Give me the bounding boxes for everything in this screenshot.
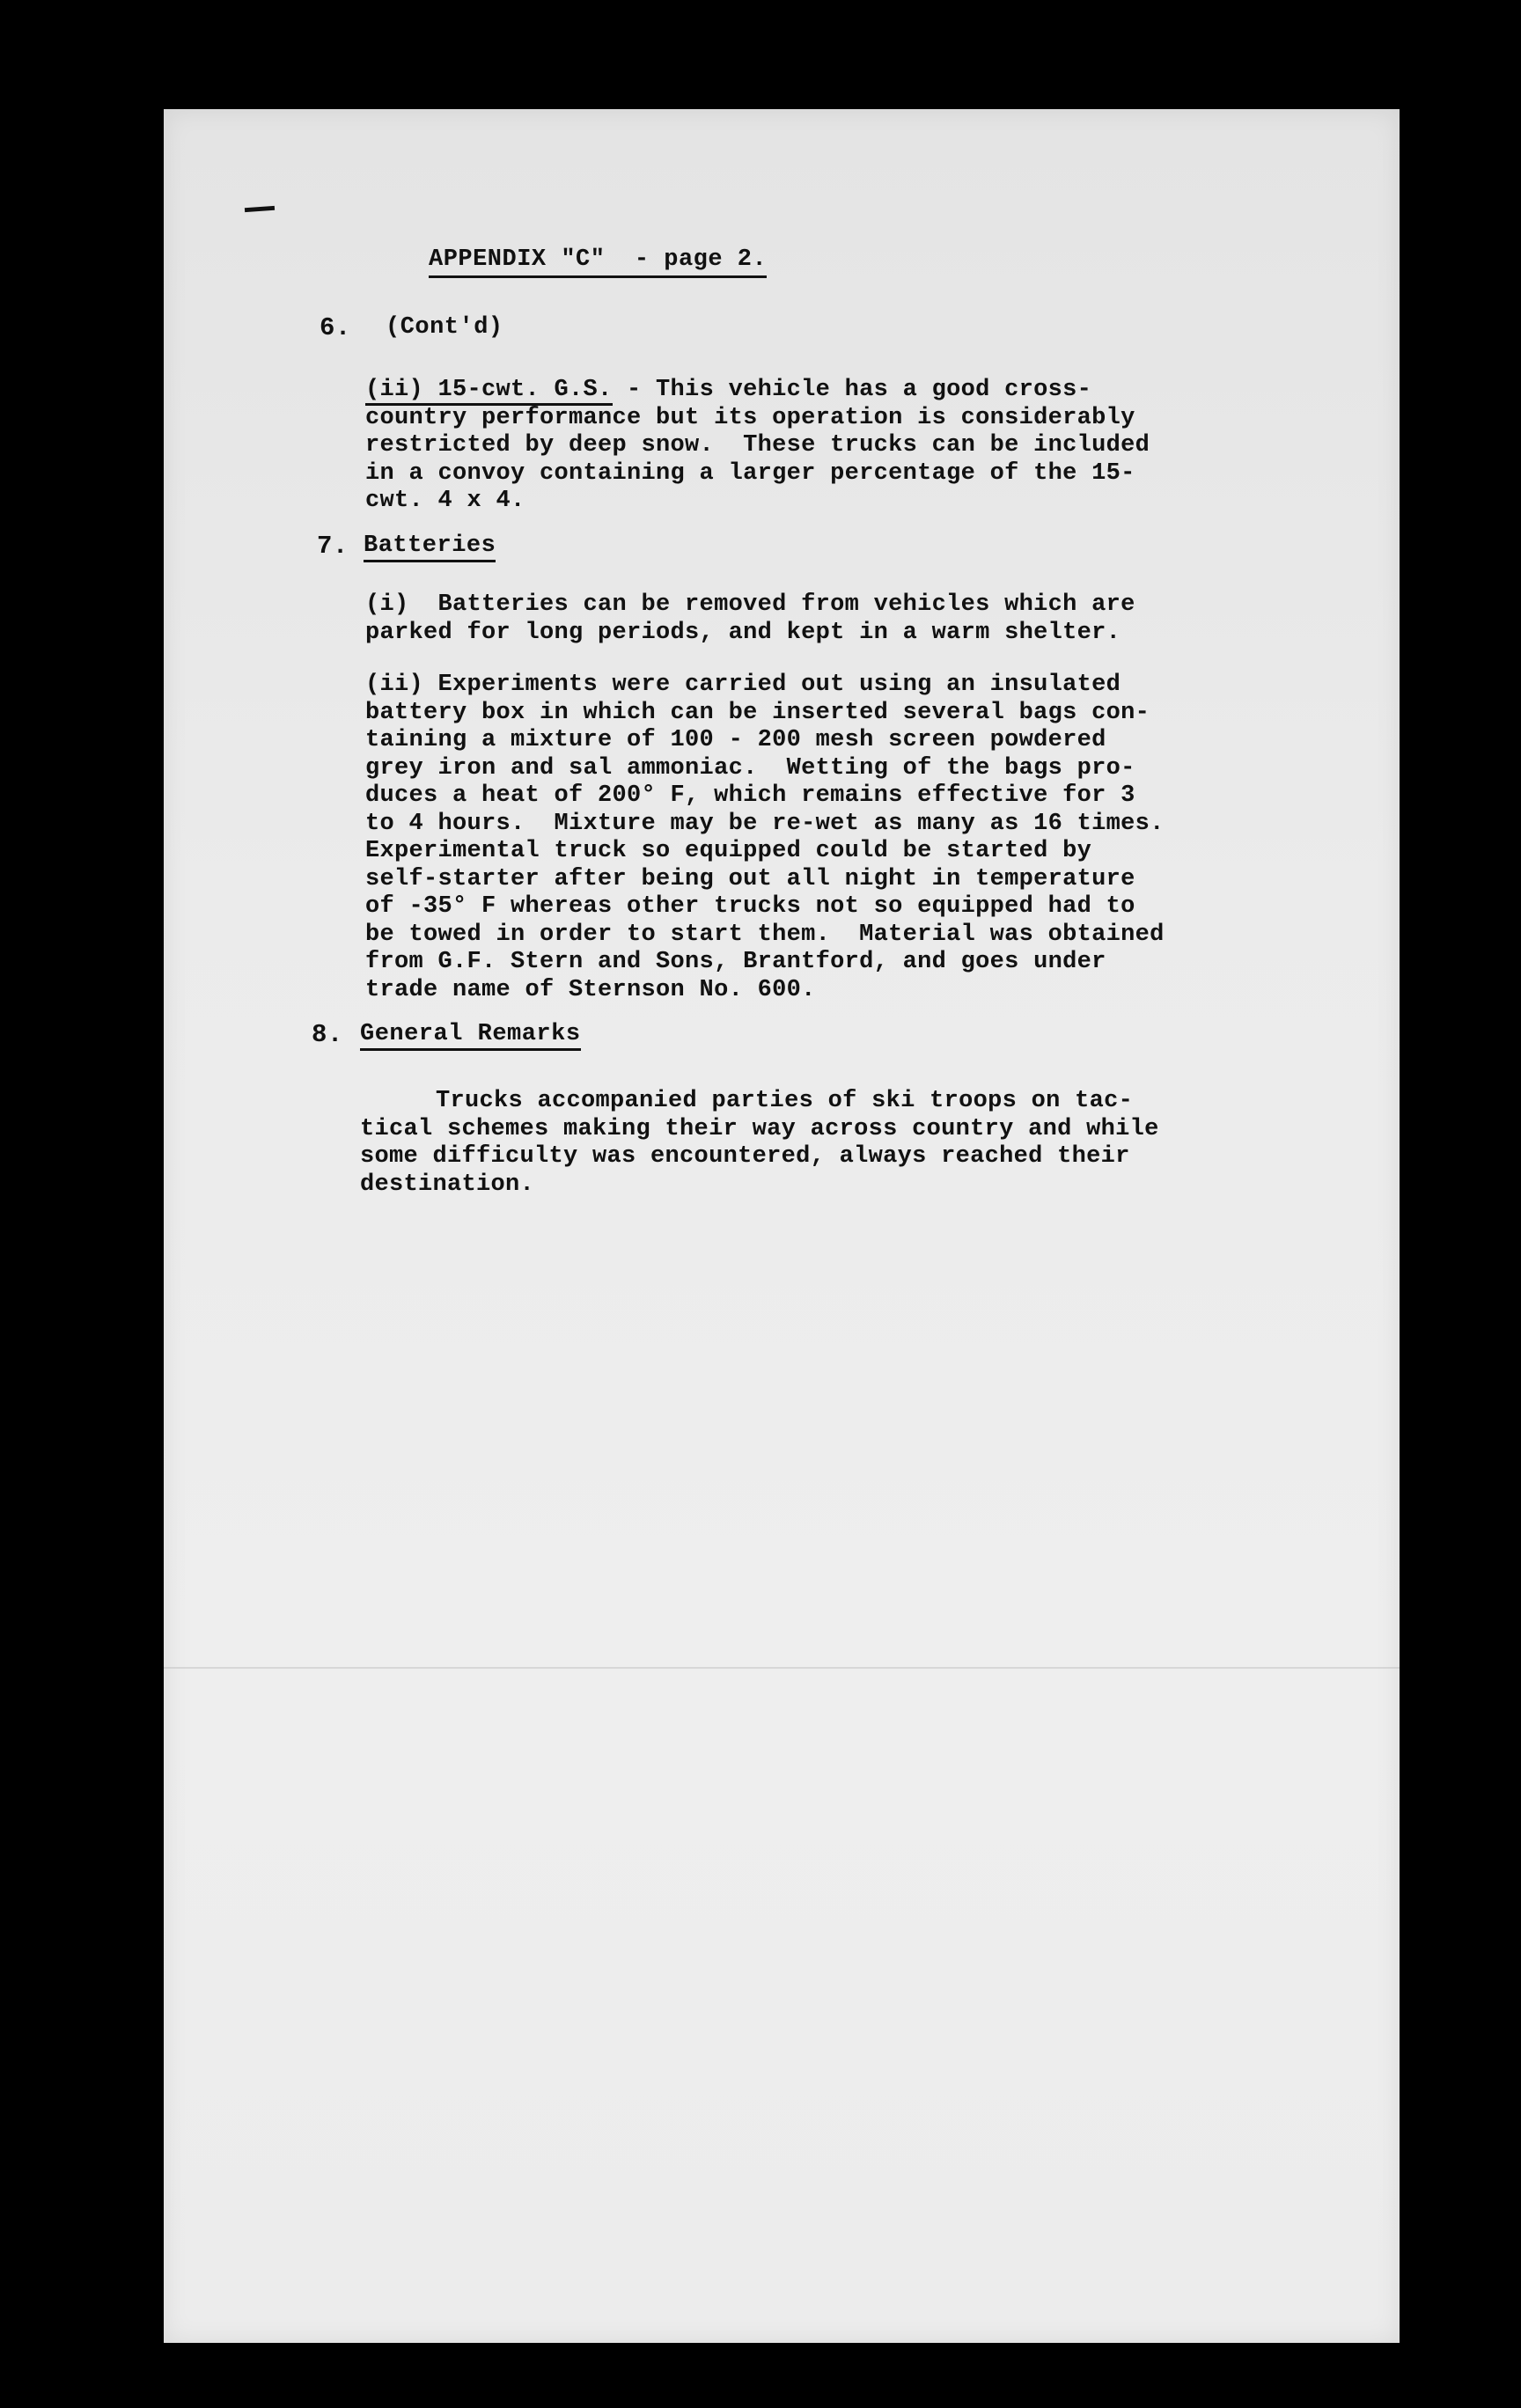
section-8-body xyxy=(360,1088,1223,1199)
scan-fold-line xyxy=(164,1667,1400,1669)
page-header: APPENDIX "C" - page 2. xyxy=(429,246,767,278)
paragraph-line: - This vehicle has a good cross- xyxy=(612,377,1092,403)
section-6-item-ii-label: (ii) 15-cwt. G.S. xyxy=(365,377,613,406)
paragraph-line: destination. xyxy=(360,1171,535,1198)
section-6-item-ii xyxy=(365,377,1228,516)
paragraph-line: in a convoy containing a larger percentage of the 15- xyxy=(365,459,1135,487)
section-7-number: 7. xyxy=(317,532,349,561)
paragraph-line: country performance but its operation is considerably xyxy=(365,404,1135,431)
section-7-title: Batteries xyxy=(364,532,496,562)
paragraph-line: be towed in order to start them. Material was obtained xyxy=(365,921,1165,948)
paragraph-line: battery box in which can be inserted several bags con- xyxy=(365,699,1150,726)
paragraph-line: to 4 hours. Mixture may be re-wet as many as 16 times. xyxy=(365,810,1165,837)
paragraph-line: some difficulty was encountered, always reached their xyxy=(360,1143,1130,1170)
section-7-item-ii xyxy=(365,672,1228,1004)
paragraph-line: (i) Batteries can be removed from vehicles which are xyxy=(365,591,1135,618)
paragraph-line: cwt. 4 x 4. xyxy=(365,488,525,514)
paragraph-line: Trucks accompanied parties of ski troops on tac- xyxy=(436,1088,1134,1114)
paragraph-line: self-starter after being out all night in temperature xyxy=(365,865,1135,892)
paragraph-line: Experimental truck so equipped could be started by xyxy=(365,838,1092,864)
section-8-number: 8. xyxy=(312,1020,343,1049)
paragraph-line: tical schemes making their way across country and while xyxy=(360,1115,1159,1142)
paragraph-line: trade name of Sternson No. 600. xyxy=(365,976,816,1003)
paragraph-line: parked for long periods, and kept in a warm shelter. xyxy=(365,619,1121,646)
paragraph-line: restricted by deep snow. These trucks can be included xyxy=(365,432,1150,459)
paragraph-line: (ii) Experiments were carried out using an insulated xyxy=(365,672,1121,698)
section-8-title: General Remarks xyxy=(360,1021,581,1051)
paragraph-line: grey iron and sal ammoniac. Wetting of the bags pro- xyxy=(365,754,1135,782)
section-7-item-i xyxy=(365,591,1228,647)
section-6-title: (Cont'd) xyxy=(386,314,503,341)
paragraph-line: from G.F. Stern and Sons, Brantford, and goes under xyxy=(365,949,1106,975)
paragraph-line: of -35° F whereas other trucks not so equipped had to xyxy=(365,893,1135,920)
paragraph-line: duces a heat of 200° F, which remains effective for 3 xyxy=(365,782,1135,809)
paragraph-line: taining a mixture of 100 - 200 mesh screen powdered xyxy=(365,727,1106,753)
section-6-number: 6. xyxy=(320,313,351,342)
